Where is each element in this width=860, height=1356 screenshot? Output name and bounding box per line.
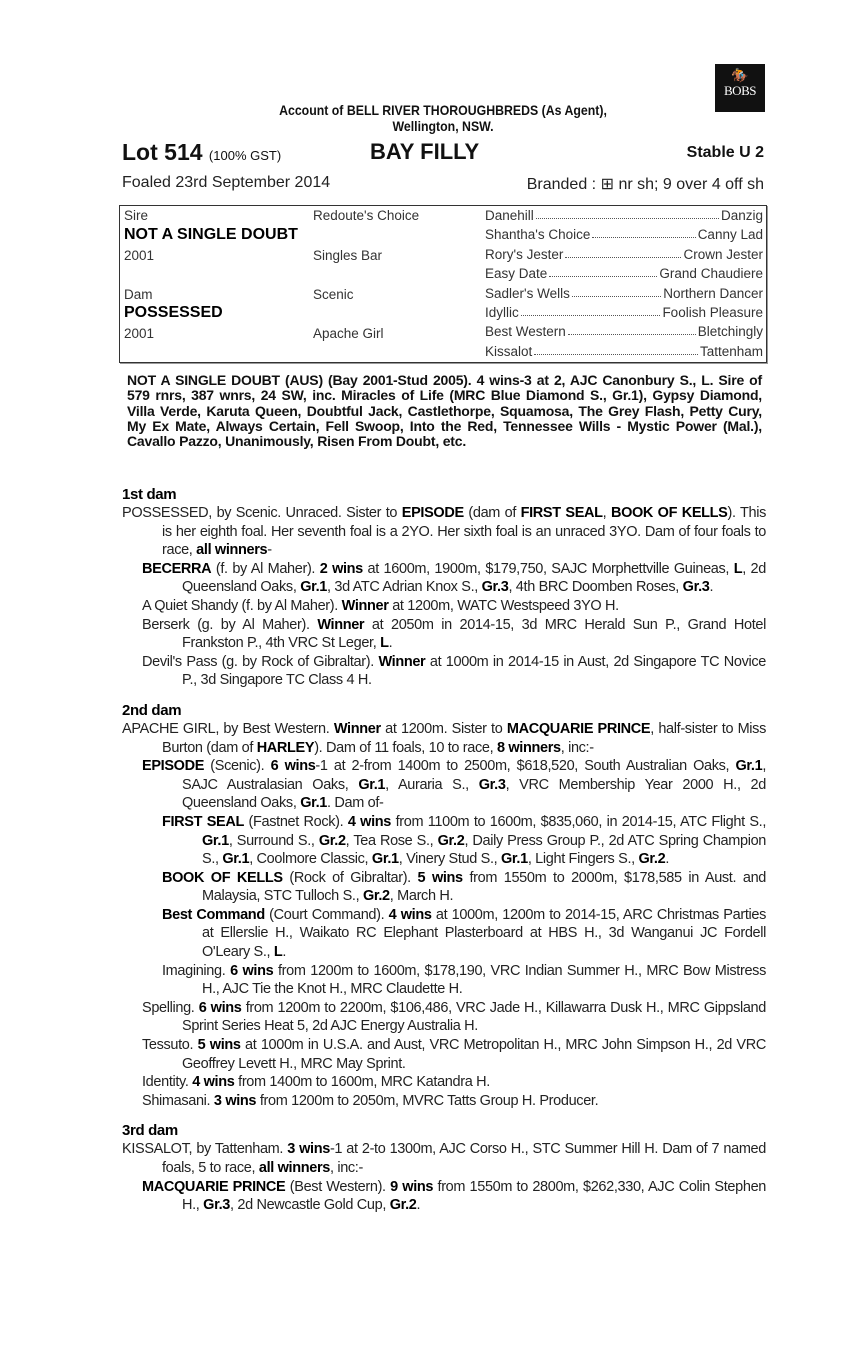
family-entry bbox=[122, 653, 766, 690]
text: , 2d Queensland Oaks, bbox=[182, 560, 766, 596]
ancestor-sire: Grand Chaudiere bbox=[659, 266, 763, 282]
text: , Light Fingers S., bbox=[527, 851, 639, 868]
bold-text: Gr.2 bbox=[437, 832, 465, 849]
bold-text: 3 wins bbox=[213, 1092, 257, 1109]
bold-text: 4 wins bbox=[347, 813, 392, 830]
bold-text: 6 wins bbox=[198, 999, 242, 1016]
text: (Rock of Gibraltar). bbox=[282, 869, 418, 886]
text: . bbox=[416, 1197, 421, 1214]
bold-text: BOOK OF KELLS bbox=[162, 869, 283, 886]
ancestor-sire: Danzig bbox=[720, 208, 763, 223]
text: , Auraria S., bbox=[385, 776, 479, 793]
family-entry bbox=[122, 1073, 766, 1092]
family-entry bbox=[122, 962, 766, 999]
vendor-account bbox=[212, 102, 675, 134]
leader-dots bbox=[521, 305, 661, 316]
text: . Dam of- bbox=[327, 795, 384, 812]
text: KISSALOT, by Tattenham. bbox=[122, 1141, 288, 1158]
text: from 1100m to 1600m, $835,060, in 2014-15, ATC Flight S., bbox=[391, 813, 766, 830]
dam-year: 2001 bbox=[124, 326, 155, 341]
text: at 1200m, WATC Westspeed 3YO H. bbox=[388, 597, 619, 614]
bold-text: Gr.1 bbox=[300, 795, 328, 812]
ancestor-row bbox=[485, 344, 763, 359]
bold-text: FIRST SEAL bbox=[520, 505, 603, 521]
bold-text: all winners bbox=[196, 542, 268, 559]
ancestor-row bbox=[485, 247, 763, 262]
bold-text: L bbox=[273, 944, 283, 961]
family-entry bbox=[122, 597, 766, 616]
text: from 1200m to 2200m, $106,486, VRC Jade H., Killawarra Dusk H., MRC Gippsland Sprint Series Heat 5, 2d AJC Energy Australia H. bbox=[182, 999, 766, 1035]
family-entry bbox=[122, 1092, 766, 1111]
leader-dots bbox=[572, 286, 661, 297]
sire-label: Sire bbox=[124, 208, 149, 223]
bold-text: Gr.2 bbox=[362, 888, 390, 905]
text: (Court Command). bbox=[264, 906, 389, 923]
text: from 1200m to 2050m, MVRC Tatts Group H. Producer. bbox=[256, 1092, 599, 1109]
text: (f. by Al Maher). bbox=[211, 560, 320, 577]
text: -1 at 2-to 1300m, AJC Corso H., STC Summer Hill H. Dam of 7 named foals, 5 to race, bbox=[162, 1141, 766, 1176]
brand-icon: ⊞ bbox=[600, 176, 614, 193]
family-entry bbox=[122, 504, 766, 560]
ancestor-sire: Foolish Pleasure bbox=[662, 305, 763, 320]
branded-label: Branded : bbox=[526, 176, 597, 193]
leader-dots bbox=[565, 247, 681, 258]
text: from 1550m to 2000m, $178,585 in Aust. and Malaysia, STC Tulloch S., bbox=[202, 869, 766, 905]
text: , 2d Newcastle Gold Cup, bbox=[230, 1197, 390, 1214]
text: , Tea Rose S., bbox=[345, 832, 438, 849]
text: , 3d ATC Adrian Knox S., bbox=[327, 579, 482, 596]
ancestor-sire: Bletchingly bbox=[697, 324, 763, 340]
section-heading: 1st dam bbox=[122, 486, 177, 503]
bold-text: EPISODE bbox=[142, 758, 205, 775]
text: (dam of bbox=[463, 505, 521, 521]
bold-text: all winners bbox=[258, 1160, 330, 1176]
family-entry bbox=[122, 1036, 766, 1073]
ancestor-row bbox=[485, 266, 763, 281]
text: , inc:- bbox=[329, 1160, 363, 1176]
text: Berserk (g. by Al Maher). bbox=[142, 616, 318, 633]
sire-name: NOT A SINGLE DOUBT bbox=[124, 226, 298, 243]
family-entry bbox=[122, 1178, 766, 1215]
family-entry bbox=[122, 720, 766, 757]
ancestor-row bbox=[485, 208, 763, 223]
text: at 1200m. Sister to bbox=[380, 720, 507, 737]
ancestor-name: Kissalot bbox=[485, 343, 533, 359]
text: at 1000m in 2014-15 in Aust, 2d Singapore TC Novice P., 3d Singapore TC Class 4 H. bbox=[182, 653, 766, 689]
logo-text: BOBS bbox=[724, 83, 756, 98]
leader-dots bbox=[536, 208, 719, 219]
family-entry bbox=[122, 813, 766, 869]
text: Identity. bbox=[142, 1074, 193, 1091]
section-heading: 3rd dam bbox=[122, 1122, 178, 1140]
bold-text: Winner bbox=[333, 720, 381, 737]
text: , inc:- bbox=[560, 739, 594, 756]
account-line-1: Account of BELL RIVER THOROUGHBREDS (As Agent), bbox=[279, 102, 607, 118]
stable: Stable U 2 bbox=[686, 144, 764, 161]
text: ). This is her eighth foal. Her seventh foal is a 2YO. Her sixth foal is an unraced 3YO. Dam of four foals to race, bbox=[162, 505, 766, 559]
ancestor-name: Rory's Jester bbox=[485, 246, 564, 262]
text: , Vinery Stud S., bbox=[398, 851, 501, 868]
family-entry bbox=[122, 560, 766, 597]
family-entry bbox=[122, 869, 766, 906]
text: - bbox=[267, 542, 272, 559]
ancestor-row bbox=[485, 324, 763, 339]
text: , VRC Membership Year 2000 H., 2d Queensland Oaks, bbox=[182, 776, 766, 812]
text: (Best Western). bbox=[285, 1178, 391, 1195]
bold-text: Gr.3 bbox=[478, 776, 506, 793]
bold-text: MACQUARIE PRINCE bbox=[142, 1178, 286, 1195]
bold-text: L bbox=[733, 560, 743, 577]
bold-text: 2 wins bbox=[319, 560, 363, 577]
bold-text: Winner bbox=[317, 616, 365, 633]
bold-text: Gr.1 bbox=[222, 851, 250, 868]
bold-text: 4 wins bbox=[388, 906, 432, 923]
ancestor-sire: Crown Jester bbox=[683, 246, 763, 262]
ancestor-row bbox=[485, 227, 763, 242]
gst-note: (100% GST) bbox=[208, 148, 282, 163]
text: from 1550m to 2800m, $262,330, AJC Colin Stephen H., bbox=[182, 1178, 766, 1214]
text: POSSESSED, by Scenic. Unraced. Sister to bbox=[122, 505, 402, 521]
branded bbox=[527, 174, 764, 194]
ancestor-sire: Tattenham bbox=[699, 343, 763, 359]
horse-sex: BAY FILLY bbox=[370, 139, 480, 164]
bold-text: Gr.1 bbox=[371, 851, 399, 868]
bold-text: Winner bbox=[341, 597, 389, 614]
dam-sire: Scenic bbox=[313, 287, 354, 302]
text: from 1400m to 1600m, MRC Katandra H. bbox=[234, 1074, 490, 1091]
text: Imagining. bbox=[162, 962, 231, 979]
bold-text: HARLEY bbox=[256, 739, 315, 756]
bold-text: Winner bbox=[378, 653, 426, 670]
text: at 2050m in 2014-15, 3d MRC Herald Sun P., Grand Hotel Frankston P., 4th VRC St Leger, bbox=[182, 616, 766, 652]
bold-text: 4 wins bbox=[192, 1074, 235, 1091]
text: ). Dam of 11 foals, 10 to race, bbox=[314, 739, 497, 756]
dam-label: Dam bbox=[124, 287, 153, 302]
text: Spelling. bbox=[142, 999, 199, 1016]
lot-number bbox=[122, 139, 281, 166]
text: Shimasani. bbox=[142, 1092, 214, 1109]
ancestor-name: Shantha's Choice bbox=[485, 227, 591, 243]
ancestor-name: Idyllic bbox=[485, 305, 519, 320]
sire-sire: Redoute's Choice bbox=[313, 208, 420, 223]
text: , SAJC Australasian Oaks, bbox=[182, 758, 766, 793]
family-entry bbox=[122, 906, 766, 962]
text: . bbox=[388, 635, 393, 652]
horse-rider-icon: 🏇 bbox=[731, 67, 749, 83]
leader-dots bbox=[549, 266, 657, 277]
ancestor-name: Best Western bbox=[485, 324, 566, 340]
pedigree-table bbox=[119, 205, 767, 363]
text: Tessuto. bbox=[142, 1037, 198, 1054]
text: Devil's Pass (g. by Rock of Gibraltar). bbox=[142, 653, 379, 670]
bold-text: 6 wins bbox=[270, 758, 316, 775]
sire-year: 2001 bbox=[124, 248, 155, 263]
bold-text: MACQUARIE PRINCE bbox=[506, 720, 651, 737]
account-line-2: Wellington, NSW. bbox=[392, 118, 494, 134]
text: . bbox=[709, 579, 714, 596]
text: from 1200m to 1600m, $178,190, VRC Indian Summer H., MRC Bow Mistress H., AJC Tie the Knot H., MRC Claudette H. bbox=[202, 962, 766, 998]
bold-text: Best Command bbox=[162, 906, 265, 923]
text: , half-sister to Miss Burton (dam of bbox=[162, 720, 766, 756]
leader-dots bbox=[568, 324, 696, 335]
bold-text: 9 wins bbox=[390, 1178, 434, 1195]
bold-text: Gr.1 bbox=[501, 851, 528, 868]
leader-dots bbox=[592, 227, 695, 238]
ancestor-name: Easy Date bbox=[485, 266, 548, 282]
bold-text: 5 wins bbox=[197, 1037, 241, 1054]
bold-text: Gr.3 bbox=[203, 1197, 230, 1214]
section-heading: 2nd dam bbox=[122, 701, 182, 719]
dam-name: POSSESSED bbox=[124, 304, 223, 321]
bold-text: L bbox=[380, 635, 389, 652]
text: -1 at 2-from 1400m to 2500m, $618,520, South Australian Oaks, bbox=[315, 758, 736, 775]
sire-summary: NOT A SINGLE DOUBT (AUS) (Bay 2001-Stud 2005). 4 wins-3 at 2, AJC Canonbury S., L. Sire of 579 rnrs, 387 wnrs, 24 SW, inc. Miracles of Life (MRC Blue Diamond S., Gr.1), Gypsy Diamond, Villa Verde, Karuta Queen, Doubtful Jack, Castlethorpe, Squamosa, The Grey Flash, Petty Cury, My Ex Mate, Always Certain, Fell Swoop, Into the Red, Tennessee Wills - Mystic Power (Mal.), Cavallo Pazzo, Unanimously, Risen From Doubt, etc. bbox=[127, 372, 762, 450]
family-entry bbox=[122, 1140, 766, 1177]
foaled-date: Foaled 23rd September 2014 bbox=[122, 174, 331, 191]
ancestor-name: Danehill bbox=[485, 208, 534, 223]
bold-text: 5 wins bbox=[417, 869, 463, 886]
text: , Daily Press Group P., 2d ATC Spring Champion S., bbox=[202, 832, 766, 868]
bold-text: BOOK OF KELLS bbox=[610, 505, 728, 521]
ancestor-sire: Northern Dancer bbox=[663, 285, 763, 301]
dam-dam: Apache Girl bbox=[313, 326, 384, 341]
family-entry bbox=[122, 616, 766, 653]
text: , March H. bbox=[389, 888, 454, 905]
family-entry bbox=[122, 757, 766, 813]
text: APACHE GIRL, by Best Western. bbox=[122, 720, 334, 737]
text: , Surround S., bbox=[228, 832, 319, 849]
lot-label: Lot 514 bbox=[122, 139, 203, 165]
sire-dam: Singles Bar bbox=[313, 248, 383, 263]
text: , Coolmore Classic, bbox=[249, 851, 372, 868]
text: at 1000m in U.S.A. and Aust, VRC Metropolitan H., MRC John Simpson H., 2d VRC Geoffrey Levett H., MRC May Sprint. bbox=[182, 1037, 766, 1072]
bold-text: Gr.2 bbox=[318, 832, 346, 849]
branded-text: nr sh; 9 over 4 off sh bbox=[618, 176, 764, 193]
bold-text: FIRST SEAL bbox=[162, 813, 244, 830]
text: , bbox=[602, 505, 611, 521]
bold-text: Gr.1 bbox=[300, 579, 328, 596]
text: at 1000m, 1200m to 2014-15, ARC Christmas Parties at Ellerslie H., Waikato RC Elephant Plasterboard at HBS H., 3d Wanganui JC Fordell O'Leary S., bbox=[202, 906, 766, 961]
text: (Fastnet Rock). bbox=[243, 813, 348, 830]
ancestor-row bbox=[485, 286, 763, 301]
bold-text: EPISODE bbox=[401, 505, 464, 521]
ancestor-name: Sadler's Wells bbox=[485, 285, 570, 301]
bold-text: Gr.3 bbox=[481, 579, 509, 596]
bold-text: 8 winners bbox=[496, 739, 561, 756]
bold-text: Gr.2 bbox=[389, 1197, 417, 1214]
ancestor-row bbox=[485, 305, 763, 320]
bold-text: Gr.1 bbox=[358, 776, 386, 793]
bold-text: 3 wins bbox=[287, 1141, 330, 1158]
bold-text: BECERRA bbox=[142, 560, 212, 577]
bold-text: Gr.2 bbox=[638, 851, 666, 868]
text: . bbox=[282, 944, 287, 961]
leader-dots bbox=[534, 344, 698, 355]
text: A Quiet Shandy (f. by Al Maher). bbox=[142, 597, 342, 614]
text: (Scenic). bbox=[204, 758, 271, 775]
ancestor-sire: Canny Lad bbox=[697, 227, 763, 243]
bold-text: Gr.1 bbox=[735, 758, 763, 775]
bold-text: Gr.1 bbox=[202, 832, 229, 849]
bold-text: 6 wins bbox=[230, 962, 274, 979]
bold-text: Gr.3 bbox=[682, 579, 710, 596]
family-details bbox=[122, 486, 766, 1215]
text: . bbox=[665, 851, 670, 868]
bobs-logo bbox=[715, 64, 765, 112]
family-entry bbox=[122, 999, 766, 1036]
text: at 1600m, 1900m, $179,750, SAJC Morphettville Guineas, bbox=[362, 560, 734, 577]
text: , 4th BRC Doomben Roses, bbox=[508, 579, 683, 596]
